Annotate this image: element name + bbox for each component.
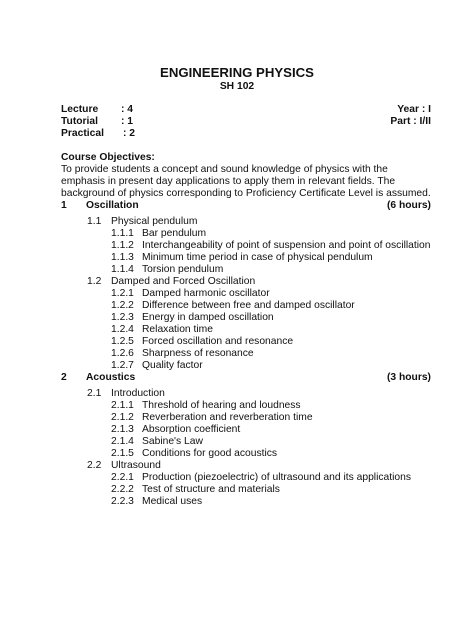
subsection-title: Threshold of hearing and loudness [142, 400, 301, 411]
chapter-heading [0, 372, 474, 384]
subsection-title: Difference between free and damped oscillator [142, 300, 355, 311]
subsection-title: Medical uses [142, 496, 203, 507]
subsection-title: Torsion pendulum [142, 264, 224, 275]
subsection-item [0, 472, 474, 484]
subsection-item [0, 360, 474, 372]
practical-label: Practical [61, 128, 104, 139]
lecture-row [61, 104, 431, 116]
subsection-title: Test of structure and materials [142, 484, 280, 495]
subsection-item [0, 496, 474, 508]
subsection-title: Sabine's Law [142, 436, 203, 447]
subsection-title: Conditions for good acoustics [142, 448, 278, 459]
subsection-title: Sharpness of resonance [142, 348, 254, 359]
subsection-number: 2.1.5 [111, 448, 134, 459]
subsection-title: Interchangeability of point of suspension and point of oscillation [142, 240, 431, 251]
subsection-item [0, 412, 474, 424]
subsection-title: Bar pendulum [142, 228, 207, 239]
tutorial-row [61, 116, 431, 128]
section-heading [0, 388, 474, 400]
lecture-label: Lecture [61, 104, 99, 115]
section-number: 1.2 [87, 276, 102, 287]
subsection-number: 2.2.3 [111, 496, 134, 507]
section-heading [0, 276, 474, 288]
subsection-number: 1.2.5 [111, 336, 134, 347]
tutorial-label: Tutorial [61, 116, 98, 127]
subsection-number: 2.2.2 [111, 484, 134, 495]
subsection-title: Relaxation time [142, 324, 213, 335]
subsection-item [0, 264, 474, 276]
section-heading [0, 216, 474, 228]
subsection-item [0, 312, 474, 324]
subsection-number: 1.2.4 [111, 324, 134, 335]
section-number: 2.2 [87, 460, 102, 471]
chapter-title: Acoustics [86, 372, 136, 383]
subsection-title: Forced oscillation and resonance [142, 336, 294, 347]
subsection-title: Reverberation and reverberation time [142, 412, 313, 423]
section-title: Damped and Forced Oscillation [111, 276, 256, 287]
document-title: ENGINEERING PHYSICS [160, 65, 314, 80]
subsection-number: 1.2.1 [111, 288, 134, 299]
chapter-heading [0, 200, 474, 212]
subsection-item [0, 324, 474, 336]
course-code: SH 102 [219, 81, 255, 92]
year-label: Year : I [397, 104, 431, 115]
subsection-title: Energy in damped oscillation [142, 312, 274, 323]
section-title: Physical pendulum [111, 216, 198, 227]
subsection-number: 1.2.2 [111, 300, 134, 311]
subsection-item [0, 300, 474, 312]
part-label: Part : I/II [390, 116, 431, 127]
section-number: 2.1 [87, 388, 102, 399]
subsection-number: 1.2.7 [111, 360, 134, 371]
chapter-hours: (3 hours) [386, 372, 431, 383]
subsection-item [0, 424, 474, 436]
tutorial-value: : 1 [121, 116, 134, 127]
subsection-number: 1.1.4 [111, 264, 134, 275]
syllabus-outline [0, 200, 474, 508]
subsection-title: Absorption coefficient [142, 424, 241, 435]
subsection-number: 2.1.4 [111, 436, 134, 447]
subsection-item [0, 288, 474, 300]
section-heading [0, 460, 474, 472]
subsection-item [0, 228, 474, 240]
subsection-number: 2.2.1 [111, 472, 134, 483]
subsection-item [0, 336, 474, 348]
subsection-item [0, 400, 474, 412]
subsection-item [0, 448, 474, 460]
subsection-item [0, 484, 474, 496]
objectives-text: To provide students a concept and sound knowledge of physics with the emphasis in present day applications to apply them in relevant fields. The background of physics corresponding to Proficiency Certificate Level is assumed. [61, 164, 431, 199]
course-objectives [61, 152, 431, 200]
chapter-number: 2 [61, 372, 67, 383]
subsection-number: 2.1.2 [111, 412, 134, 423]
subsection-item [0, 252, 474, 264]
subsection-title: Damped harmonic oscillator [142, 288, 270, 299]
practical-value: : 2 [123, 128, 136, 139]
subsection-item [0, 436, 474, 448]
subsection-number: 1.1.2 [111, 240, 134, 251]
subsection-number: 1.1.3 [111, 252, 134, 263]
subsection-number: 1.1.1 [111, 228, 134, 239]
chapter-title: Oscillation [86, 200, 139, 211]
subsection-number: 2.1.3 [111, 424, 134, 435]
subsection-item [0, 348, 474, 360]
subsection-title: Minimum time period in case of physical pendulum [142, 252, 373, 263]
lecture-value: : 4 [121, 104, 134, 115]
chapter-number: 1 [61, 200, 67, 211]
objectives-heading: Course Objectives: [61, 152, 155, 163]
subsection-title: Quality factor [142, 360, 203, 371]
course-meta [61, 104, 431, 140]
subsection-item [0, 240, 474, 252]
subsection-title: Production (piezoelectric) of ultrasound and its applications [142, 472, 412, 483]
section-number: 1.1 [87, 216, 102, 227]
subsection-number: 1.2.3 [111, 312, 134, 323]
section-title: Introduction [111, 388, 165, 399]
practical-row [61, 128, 431, 140]
subsection-number: 1.2.6 [111, 348, 134, 359]
section-title: Ultrasound [111, 460, 161, 471]
subsection-number: 2.1.1 [111, 400, 134, 411]
chapter-hours: (6 hours) [386, 200, 431, 211]
